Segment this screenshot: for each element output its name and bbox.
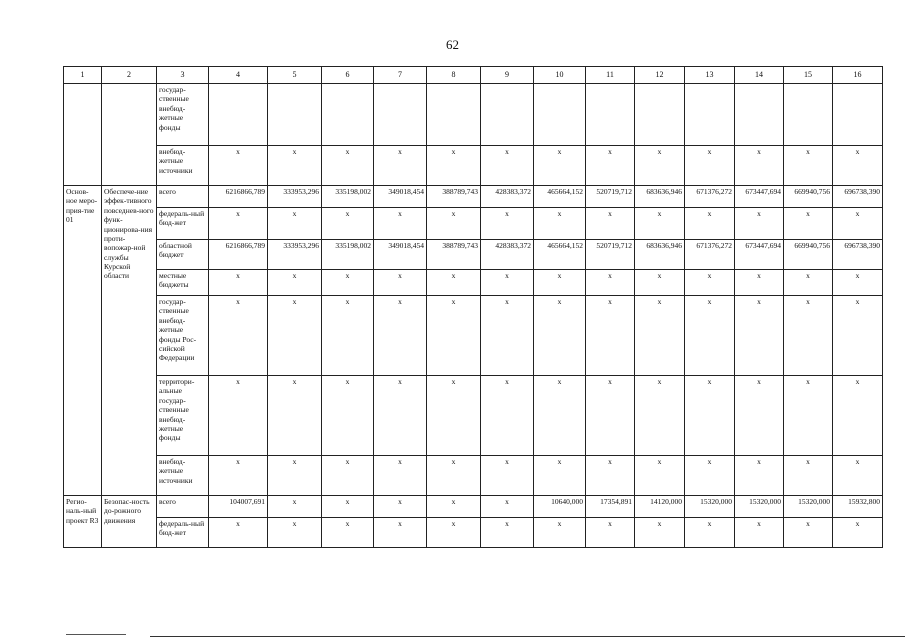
value-cell: 333953,296 xyxy=(268,186,322,208)
table-body xyxy=(64,67,883,548)
value-cell: х xyxy=(586,518,635,548)
value-cell xyxy=(374,84,427,146)
value-cell: х xyxy=(735,376,784,456)
value-cell: х xyxy=(833,208,883,240)
value-cell: х xyxy=(268,208,322,240)
value-cell: х xyxy=(209,146,268,186)
value-cell: 428383,372 xyxy=(481,240,534,270)
value-cell: 520719,712 xyxy=(586,186,635,208)
value-cell: 465664,152 xyxy=(534,186,586,208)
value-cell: х xyxy=(586,208,635,240)
footer-rule xyxy=(150,636,905,637)
value-cell: х xyxy=(833,270,883,296)
value-cell: х xyxy=(322,146,374,186)
value-cell: х xyxy=(481,456,534,496)
column-header: 15 xyxy=(784,67,833,84)
value-cell: 15932,800 xyxy=(833,496,883,518)
column-header: 9 xyxy=(481,67,534,84)
column-header: 12 xyxy=(635,67,685,84)
source-cell: местные бюджеты xyxy=(157,270,209,296)
column-header: 4 xyxy=(209,67,268,84)
column-header: 13 xyxy=(685,67,735,84)
value-cell: х xyxy=(586,456,635,496)
value-cell: 428383,372 xyxy=(481,186,534,208)
value-cell: х xyxy=(427,496,481,518)
value-cell: 6216866,789 xyxy=(209,186,268,208)
value-cell: х xyxy=(427,456,481,496)
value-cell: х xyxy=(534,456,586,496)
value-cell: х xyxy=(784,376,833,456)
value-cell: 669940,756 xyxy=(784,240,833,270)
value-cell: 104007,691 xyxy=(209,496,268,518)
table-row xyxy=(64,186,883,208)
value-cell: х xyxy=(833,456,883,496)
value-cell: х xyxy=(735,296,784,376)
value-cell: х xyxy=(268,146,322,186)
value-cell: х xyxy=(735,146,784,186)
column-header: 11 xyxy=(586,67,635,84)
value-cell: х xyxy=(209,270,268,296)
value-cell xyxy=(481,84,534,146)
value-cell: х xyxy=(322,270,374,296)
value-cell: 349018,454 xyxy=(374,186,427,208)
value-cell: 465664,152 xyxy=(534,240,586,270)
value-cell: х xyxy=(209,208,268,240)
column-header: 16 xyxy=(833,67,883,84)
value-cell: х xyxy=(268,270,322,296)
column-header: 14 xyxy=(735,67,784,84)
value-cell: х xyxy=(209,296,268,376)
value-cell: х xyxy=(833,146,883,186)
value-cell: х xyxy=(427,376,481,456)
value-cell: 671376,272 xyxy=(685,186,735,208)
value-cell xyxy=(833,84,883,146)
value-cell: х xyxy=(374,146,427,186)
source-cell: федераль-ный бюд-жет xyxy=(157,518,209,548)
value-cell: 673447,694 xyxy=(735,186,784,208)
column-header: 1 xyxy=(64,67,102,84)
source-cell: внебюд-жетные источники xyxy=(157,146,209,186)
value-cell: х xyxy=(735,518,784,548)
value-cell: х xyxy=(322,208,374,240)
value-cell: х xyxy=(635,296,685,376)
value-cell: х xyxy=(735,456,784,496)
value-cell xyxy=(427,84,481,146)
value-cell: 15320,000 xyxy=(784,496,833,518)
value-cell: х xyxy=(833,518,883,548)
empty-name-cell xyxy=(64,84,102,186)
value-cell: 520719,712 xyxy=(586,240,635,270)
source-cell: областной бюджет xyxy=(157,240,209,270)
value-cell: х xyxy=(374,518,427,548)
value-cell: х xyxy=(586,296,635,376)
value-cell: х xyxy=(427,518,481,548)
value-cell: 388789,743 xyxy=(427,240,481,270)
value-cell: х xyxy=(268,296,322,376)
value-cell: х xyxy=(322,296,374,376)
value-cell: х xyxy=(784,456,833,496)
value-cell: х xyxy=(635,518,685,548)
value-cell: х xyxy=(268,518,322,548)
value-cell: х xyxy=(784,146,833,186)
value-cell: х xyxy=(481,270,534,296)
value-cell: 696738,390 xyxy=(833,186,883,208)
value-cell: х xyxy=(685,376,735,456)
value-cell: 15320,000 xyxy=(735,496,784,518)
value-cell xyxy=(784,84,833,146)
value-cell: х xyxy=(209,376,268,456)
value-cell: х xyxy=(534,146,586,186)
value-cell: х xyxy=(635,208,685,240)
value-cell: 335198,002 xyxy=(322,240,374,270)
value-cell: х xyxy=(833,296,883,376)
table-row xyxy=(64,518,883,548)
value-cell xyxy=(685,84,735,146)
value-cell: х xyxy=(374,456,427,496)
value-cell: 669940,756 xyxy=(784,186,833,208)
value-cell: х xyxy=(635,270,685,296)
value-cell: 683636,946 xyxy=(635,186,685,208)
source-cell: внебюд-жетные источники xyxy=(157,456,209,496)
value-cell: х xyxy=(635,146,685,186)
value-cell: х xyxy=(635,376,685,456)
value-cell: 6216866,789 xyxy=(209,240,268,270)
value-cell xyxy=(209,84,268,146)
value-cell: х xyxy=(685,456,735,496)
value-cell xyxy=(322,84,374,146)
table-row xyxy=(64,296,883,376)
source-cell: территори-альные государ-ственные внебюд-жетные фонды xyxy=(157,376,209,456)
program-name-cell: Основ-ное меро-прия-тие 01 xyxy=(64,186,102,496)
budget-table xyxy=(63,66,883,548)
column-header: 10 xyxy=(534,67,586,84)
value-cell: х xyxy=(322,456,374,496)
value-cell: х xyxy=(322,496,374,518)
value-cell: х xyxy=(481,296,534,376)
column-header: 8 xyxy=(427,67,481,84)
value-cell: х xyxy=(685,146,735,186)
value-cell: х xyxy=(534,270,586,296)
value-cell: х xyxy=(685,296,735,376)
value-cell: х xyxy=(427,270,481,296)
value-cell: х xyxy=(534,296,586,376)
header-row xyxy=(64,67,883,84)
value-cell: х xyxy=(322,376,374,456)
value-cell: х xyxy=(374,296,427,376)
value-cell: х xyxy=(427,146,481,186)
value-cell: х xyxy=(374,270,427,296)
column-header: 2 xyxy=(102,67,157,84)
value-cell: х xyxy=(735,208,784,240)
value-cell: 388789,743 xyxy=(427,186,481,208)
value-cell: х xyxy=(481,208,534,240)
table-row xyxy=(64,270,883,296)
value-cell: х xyxy=(784,270,833,296)
value-cell: 696738,390 xyxy=(833,240,883,270)
value-cell: х xyxy=(481,496,534,518)
value-cell: х xyxy=(586,270,635,296)
value-cell: х xyxy=(481,518,534,548)
value-cell: х xyxy=(481,146,534,186)
empty-description-cell xyxy=(102,84,157,186)
value-cell: 17354,891 xyxy=(586,496,635,518)
value-cell: х xyxy=(586,146,635,186)
footer-dash xyxy=(66,634,126,635)
value-cell: х xyxy=(833,376,883,456)
table-row xyxy=(64,84,883,146)
value-cell: 10640,000 xyxy=(534,496,586,518)
value-cell: х xyxy=(209,518,268,548)
program-description-cell: Безопас-ность до-рожного движения xyxy=(102,496,157,548)
source-cell: государ-ственные внебюд-жетные фонды xyxy=(157,84,209,146)
value-cell xyxy=(534,84,586,146)
value-cell: 683636,946 xyxy=(635,240,685,270)
value-cell: х xyxy=(534,376,586,456)
value-cell xyxy=(586,84,635,146)
value-cell: х xyxy=(784,208,833,240)
value-cell: 15320,000 xyxy=(685,496,735,518)
value-cell: х xyxy=(481,376,534,456)
column-header: 3 xyxy=(157,67,209,84)
value-cell: 349018,454 xyxy=(374,240,427,270)
value-cell: х xyxy=(268,376,322,456)
value-cell: х xyxy=(735,270,784,296)
program-description-cell: Обеспече-ние эффек-тивного повседнев-ного функ-ционирова-ния проти-вопожар-ной службы Курской области xyxy=(102,186,157,496)
value-cell: х xyxy=(685,518,735,548)
column-header: 7 xyxy=(374,67,427,84)
value-cell: х xyxy=(784,296,833,376)
column-header: 6 xyxy=(322,67,374,84)
source-cell: всего xyxy=(157,496,209,518)
value-cell: х xyxy=(268,456,322,496)
value-cell xyxy=(635,84,685,146)
table-row xyxy=(64,376,883,456)
table-row xyxy=(64,240,883,270)
source-cell: государ-ственные внебюд-жетные фонды Рос-сийской Федерации xyxy=(157,296,209,376)
table-row xyxy=(64,496,883,518)
value-cell: х xyxy=(534,208,586,240)
value-cell: х xyxy=(374,496,427,518)
program-name-cell: Регио-наль-ный проект R3 xyxy=(64,496,102,548)
table-row xyxy=(64,208,883,240)
value-cell xyxy=(268,84,322,146)
value-cell: х xyxy=(685,208,735,240)
value-cell: х xyxy=(322,518,374,548)
column-header: 5 xyxy=(268,67,322,84)
value-cell: 673447,694 xyxy=(735,240,784,270)
value-cell xyxy=(735,84,784,146)
source-cell: федераль-ный бюд-жет xyxy=(157,208,209,240)
value-cell: 14120,000 xyxy=(635,496,685,518)
value-cell: 335198,002 xyxy=(322,186,374,208)
value-cell: х xyxy=(374,208,427,240)
value-cell: 333953,296 xyxy=(268,240,322,270)
page-number: 62 xyxy=(446,37,459,52)
value-cell: х xyxy=(374,376,427,456)
value-cell: х xyxy=(534,518,586,548)
table-row xyxy=(64,146,883,186)
value-cell: х xyxy=(427,208,481,240)
value-cell: х xyxy=(586,376,635,456)
value-cell: х xyxy=(268,496,322,518)
value-cell: х xyxy=(635,456,685,496)
value-cell: 671376,272 xyxy=(685,240,735,270)
value-cell: х xyxy=(685,270,735,296)
table-row xyxy=(64,456,883,496)
value-cell: х xyxy=(209,456,268,496)
source-cell: всего xyxy=(157,186,209,208)
value-cell: х xyxy=(784,518,833,548)
value-cell: х xyxy=(427,296,481,376)
